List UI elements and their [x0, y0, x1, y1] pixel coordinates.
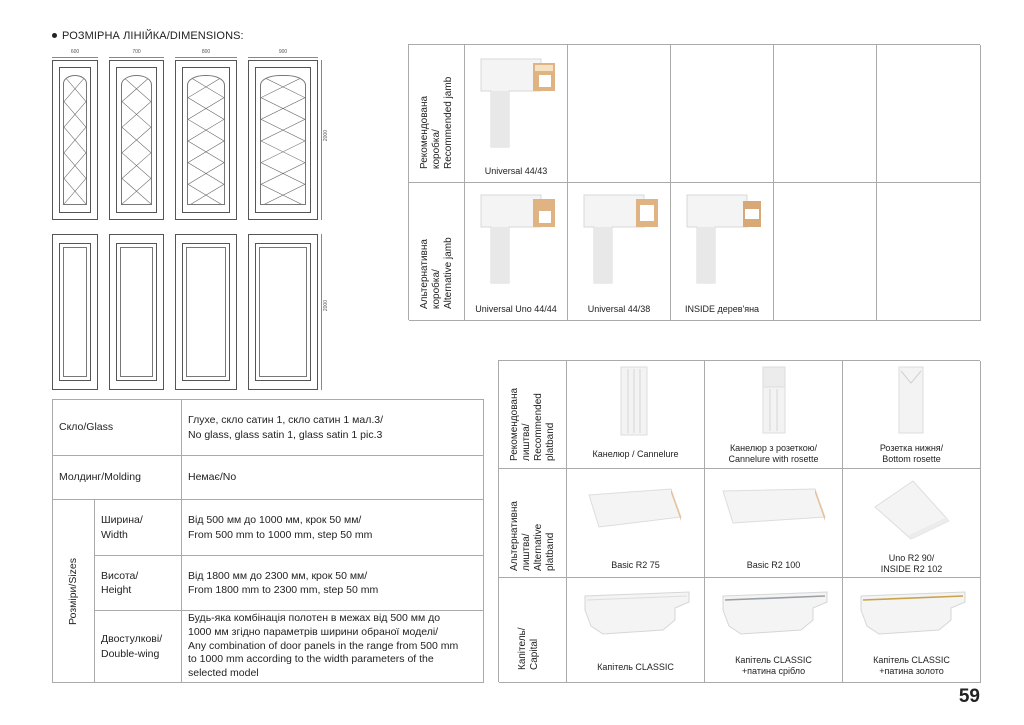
- capital-cornice-icon: [721, 590, 829, 638]
- jamb-item-universal-44-38: [568, 183, 671, 321]
- capital-cornice-icon: [859, 590, 967, 638]
- door-glazed-900: [248, 60, 318, 220]
- height-value: Від 1800 мм до 2300 мм, крок 50 мм/ From 1800 mm to 2300 mm, step 50 mm: [182, 556, 484, 611]
- double-wing-label: Двостулкові/ Double-wing: [95, 611, 182, 683]
- door-solid-600: [52, 234, 98, 390]
- platband-caption: Basic R2 100: [746, 560, 801, 570]
- door-solid-800: [175, 234, 237, 390]
- dimension-line: [52, 57, 98, 58]
- bullet-icon: [52, 33, 57, 38]
- width-value: Від 500 мм до 1000 мм, крок 50 мм/ From 500 mm to 1000 mm, step 50 mm: [182, 500, 484, 556]
- platband-basic-r2-75: [567, 469, 705, 578]
- cannelure-platband-icon: [619, 365, 651, 437]
- capital-classic-gold: [843, 578, 981, 683]
- door-glazed-800: [175, 60, 237, 220]
- platband-caption: Розетка нижня/ Bottom rosette: [879, 443, 944, 465]
- platband-bottom-rosette: [843, 361, 981, 469]
- cannelure-rosette-icon: [759, 365, 789, 435]
- platband-cannelure-rosette: [705, 361, 843, 469]
- height-dimension-line: [321, 60, 322, 220]
- door-glazed-600: [52, 60, 98, 220]
- door-jamb-icon: [479, 191, 559, 286]
- section-heading: РОЗМІРНА ЛІНІЙКА/DIMENSIONS:: [52, 30, 244, 42]
- jamb-item-universal-uno-44-44: [465, 183, 568, 321]
- bottom-rosette-icon: [895, 365, 927, 435]
- door-solid-900: [248, 234, 318, 390]
- width-label-700: 700: [132, 49, 141, 55]
- capital-caption: Капітель CLASSIC +патина золото: [873, 655, 950, 677]
- width-label: Ширина/ Width: [95, 500, 182, 556]
- door-glazed-700: [109, 60, 164, 220]
- width-label-900: 900: [278, 49, 288, 55]
- flat-platband-icon: [873, 477, 953, 541]
- molding-label: Молдинг/Molding: [53, 456, 182, 500]
- table-row: [53, 456, 484, 500]
- capital-caption: Капітель CLASSIC: [597, 662, 674, 672]
- platband-caption: Uno R2 90/ INSIDE R2 102: [880, 553, 943, 575]
- empty-cell: [774, 183, 877, 321]
- table-row: [53, 500, 484, 556]
- door-jamb-icon: [685, 191, 765, 286]
- glass-value: Глухе, скло сатин 1, скло сатин 1 мал.3/ No glass, glass satin 1, glass satin 1 pic.3: [182, 400, 484, 456]
- dimension-line: [175, 57, 237, 58]
- platband-basic-r2-100: [705, 469, 843, 578]
- jamb-item-inside-wooden: [671, 183, 774, 321]
- glass-label: Скло/Glass: [53, 400, 182, 456]
- flat-platband-icon: [585, 487, 685, 531]
- jamb-grid: [408, 44, 980, 320]
- molding-value: Немає/No: [182, 456, 484, 500]
- table-row: [53, 556, 484, 611]
- platband-uno-r2-90: [843, 469, 981, 578]
- door-solid-700: [109, 234, 164, 390]
- empty-cell: [774, 45, 877, 183]
- jamb-item-universal-44-43: [465, 45, 568, 183]
- jamb-caption: INSIDE дерев'яна: [684, 304, 760, 314]
- spec-table: [52, 399, 484, 683]
- diamond-grid-icon: [188, 76, 224, 204]
- recommended-jamb-label: Рекомендована коробка/ Recommended jamb: [409, 45, 465, 183]
- double-wing-value: Будь-яка комбінація полотен в межах від 500 мм до 1000 мм згідно параметрів ширини обраної моделі/ Any combination of door panels in the range from 500 mm to 1000 mm according to the width parameters of the selected model: [182, 611, 484, 683]
- diamond-grid-icon: [122, 76, 151, 204]
- jamb-caption: Universal 44/38: [587, 304, 651, 314]
- platband-caption: Канелюр з розеткою/ Cannelure with rosette: [728, 443, 819, 465]
- platband-caption: Basic R2 75: [611, 560, 660, 570]
- width-label-600: 600: [70, 49, 80, 55]
- platband-caption: Канелюр / Cannelure: [592, 449, 679, 459]
- platband-grid: [498, 360, 980, 682]
- page-number: 59: [958, 686, 980, 707]
- dimension-line: [248, 57, 318, 58]
- capital-label: Капітель/ Capital: [499, 578, 567, 683]
- diamond-grid-icon: [64, 76, 86, 204]
- empty-cell: [877, 183, 981, 321]
- jamb-caption: Universal Uno 44/44: [475, 304, 557, 314]
- dimension-line: [109, 57, 164, 58]
- width-label-800: 800: [201, 49, 211, 55]
- capital-classic-silver: [705, 578, 843, 683]
- diamond-grid-icon: [261, 76, 305, 204]
- alternative-platband-label: Альтернативна лиштва/ Alternative platband: [499, 469, 567, 578]
- table-row: [53, 611, 484, 683]
- capital-classic: [567, 578, 705, 683]
- platband-cannelure: [567, 361, 705, 469]
- height-label: 2000: [323, 130, 329, 142]
- capital-caption: Капітель CLASSIC +патина срібло: [735, 655, 812, 677]
- sizes-label: Розміри/Sizes: [53, 500, 95, 683]
- recommended-platband-label: Рекомендована лиштва/ Recommended platband: [499, 361, 567, 469]
- height-dimension-line: [321, 234, 322, 390]
- table-row: [53, 400, 484, 456]
- empty-cell: [671, 45, 774, 183]
- door-jamb-icon: [582, 191, 662, 286]
- empty-cell: [877, 45, 981, 183]
- jamb-caption: Universal 44/43: [484, 166, 548, 176]
- height-label: Висота/ Height: [95, 556, 182, 611]
- alternative-jamb-label: Альтернативна коробка/ Alternative jamb: [409, 183, 465, 321]
- door-jamb-icon: [479, 55, 559, 150]
- empty-cell: [568, 45, 671, 183]
- capital-cornice-icon: [583, 590, 691, 638]
- flat-platband-icon: [719, 485, 829, 529]
- height-label: 2000: [323, 300, 329, 312]
